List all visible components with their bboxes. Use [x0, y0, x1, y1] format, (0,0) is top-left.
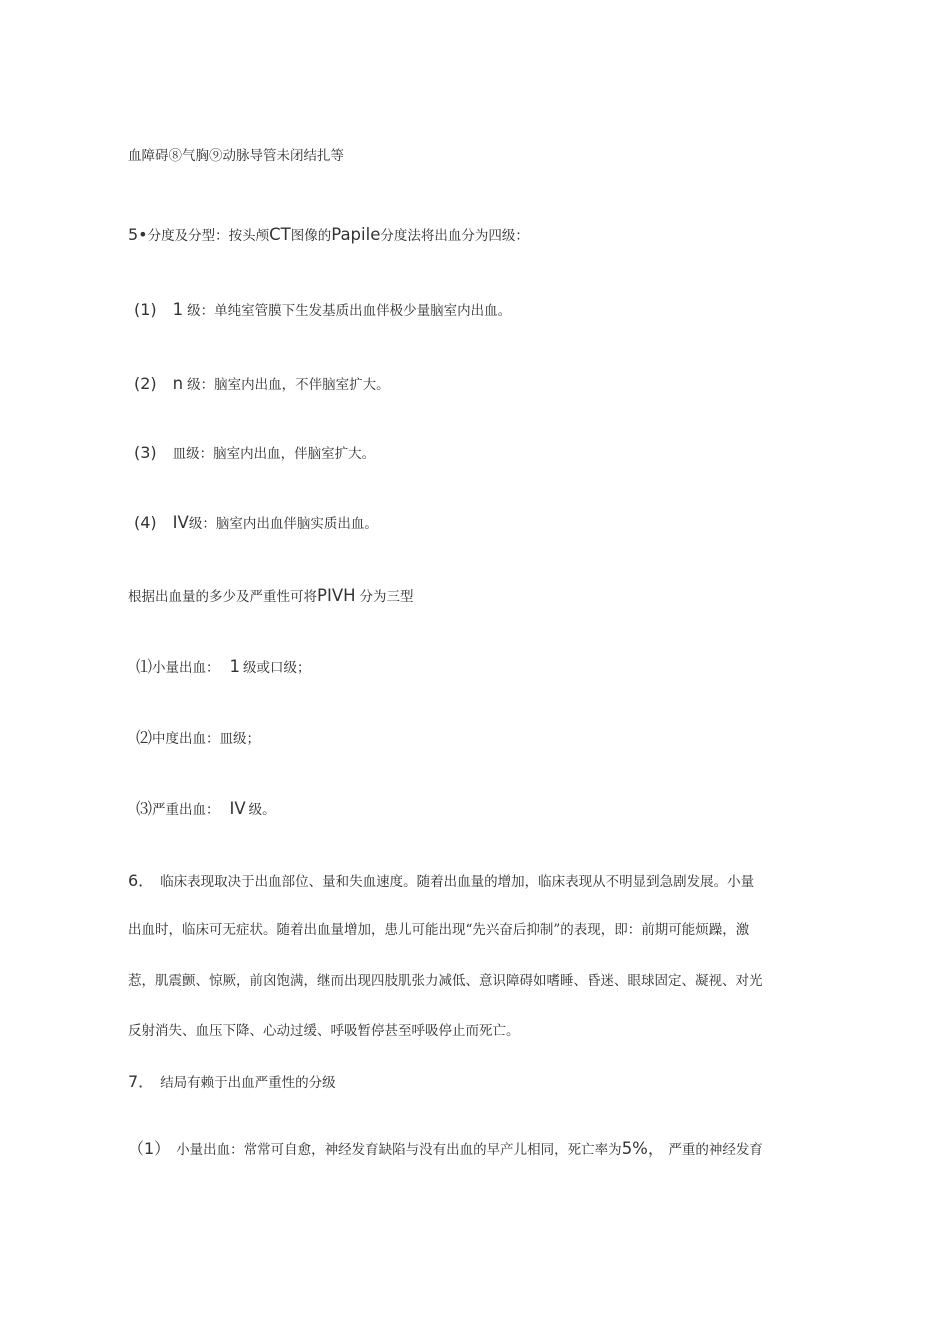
- section-number: 6．: [128, 871, 155, 890]
- section-heading: [128, 1072, 336, 1093]
- text-run: IV: [229, 799, 246, 818]
- text-run: 惹，肌震颤、惊厥，前囟饱满，继而出现四肢肌张力减低、意识障碍如嗜睡、昏迷、眼球固定、凝视、对光: [128, 973, 763, 989]
- section-number: 5•: [128, 225, 148, 244]
- text-run: 反射消失、血压下降、心动过缓、呼吸暂停甚至呼吸停止而死亡。: [128, 1023, 520, 1039]
- list-marker: ⑵: [136, 728, 153, 747]
- text-run: Papile: [331, 225, 381, 244]
- section-heading: [128, 225, 529, 246]
- list-marker: (4): [134, 513, 157, 532]
- text-run: 中度出血：皿级；: [152, 731, 261, 747]
- paragraph-line: [128, 971, 763, 991]
- list-marker: (2): [134, 374, 157, 393]
- text-run: 血障碍⑧气胸⑨动脉导管未闭结扎等: [128, 148, 344, 164]
- text-run: 严重的神经发育: [668, 1142, 763, 1158]
- text-run: 分为三型: [359, 589, 414, 605]
- list-item: [134, 443, 375, 464]
- text-run: 严重出血：: [152, 802, 220, 818]
- text-run: 图像的: [290, 228, 332, 244]
- text-run: 小量出血：常常可自愈，神经发育缺陷与没有出血的早产儿相同，死亡率为: [176, 1142, 622, 1158]
- list-item: [134, 513, 378, 534]
- text-run: 出血时，临床可无症状。随着出血量增加，患儿可能出现“先兴奋后抑制”的表现，即：前期可能烦躁，激: [128, 922, 750, 938]
- text-run: 1: [172, 300, 184, 319]
- text-run: n: [172, 374, 184, 393]
- text-run: 5%，: [621, 1139, 665, 1158]
- list-marker: ⑶: [136, 799, 153, 818]
- text-run: 1: [229, 657, 241, 676]
- section-number: 7．: [128, 1072, 155, 1091]
- list-item: [128, 1139, 763, 1160]
- text-run: 级：脑室内出血伴脑实质出血。: [188, 516, 378, 532]
- paragraph-line: [128, 586, 414, 607]
- paragraph-line: [128, 920, 749, 940]
- text-run: 结局有赖于出血严重性的分级: [160, 1075, 336, 1091]
- paragraph-line: [128, 1021, 520, 1041]
- text-run: 皿级：脑室内出血，伴脑室扩大。: [172, 446, 376, 462]
- text-run: CT: [269, 225, 291, 244]
- text-run: PIVH: [317, 586, 356, 605]
- text-run: 根据出血量的多少及严重性可将: [128, 589, 317, 605]
- text-run: 临床表现取决于出血部位、量和失血速度。随着出血量的增加，临床表现从不明显到急剧发展。小量: [160, 874, 755, 890]
- list-marker: （1）: [128, 1139, 171, 1158]
- list-item: [136, 728, 260, 749]
- text-run: 小量出血：: [152, 660, 220, 676]
- text-run: 级。: [248, 802, 276, 818]
- list-marker: ⑴: [136, 657, 153, 676]
- list-item: [134, 300, 511, 321]
- text-run: 级：单纯室管膜下生发基质出血伴极少量脑室内出血。: [187, 303, 512, 319]
- text-run: 分度及分型：按头颅: [147, 228, 270, 244]
- text-run: 级或口级；: [243, 660, 311, 676]
- list-marker: (1): [134, 300, 157, 319]
- text-run: IV: [172, 513, 189, 532]
- paragraph-line: [128, 146, 344, 166]
- text-run: 级：脑室内出血，不伴脑室扩大。: [187, 377, 390, 393]
- list-item: [136, 657, 311, 678]
- text-run: 分度法将出血分为四级：: [380, 228, 529, 244]
- list-item: [136, 799, 276, 820]
- list-item: [134, 374, 390, 395]
- list-marker: (3): [134, 443, 157, 462]
- section-heading: [128, 871, 754, 892]
